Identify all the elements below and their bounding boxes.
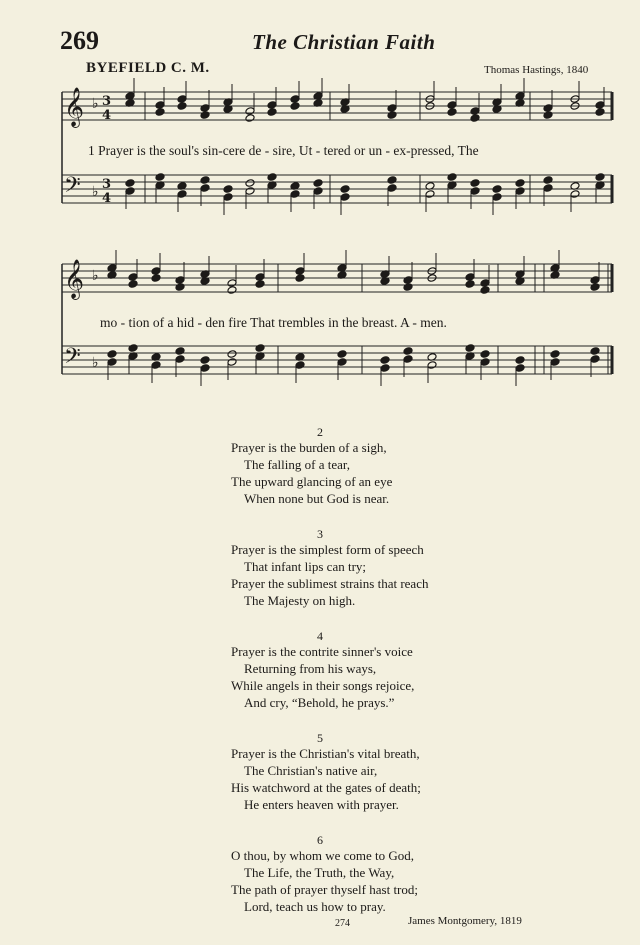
note-head — [492, 185, 502, 194]
lyrics-line-2: mo - tion of a hid - den fire That trembles in the breast. A - men. — [100, 315, 447, 330]
verse-number: 3 — [317, 527, 323, 541]
treble-clef: 𝄞 — [64, 87, 85, 127]
note-head — [125, 187, 135, 196]
note-head — [590, 347, 600, 356]
verse-line: The Life, the Truth, the Way, — [244, 865, 395, 880]
section-title: The Christian Faith — [252, 30, 436, 54]
note-head — [480, 279, 490, 288]
note-head — [387, 176, 397, 185]
note-head — [177, 190, 187, 199]
note-head — [480, 358, 490, 367]
note-head — [590, 276, 600, 285]
note-head — [403, 283, 413, 292]
verse-line: The Christian's native air, — [244, 763, 378, 778]
note-head — [515, 187, 525, 196]
note-head — [295, 274, 305, 283]
verse-line: His watchword at the gates of death; — [231, 780, 421, 795]
note-head — [340, 185, 350, 194]
note-head — [470, 187, 480, 196]
note-head — [151, 361, 161, 370]
time-sig-top: 3 — [102, 94, 112, 109]
verse-line: The Majesty on high. — [244, 593, 356, 608]
note-head — [200, 176, 210, 185]
note-head — [175, 347, 185, 356]
note-head — [515, 179, 525, 188]
note-head — [380, 364, 390, 373]
note-head — [543, 104, 553, 113]
key-flat: ♭ — [92, 184, 99, 200]
lyrics-line-1: 1 Prayer is the soul's sin-cere de - sire, Ut - tered or un - ex-pressed, The — [88, 143, 479, 158]
note-head — [403, 355, 413, 364]
verse-text — [231, 643, 414, 711]
verse-line: Prayer is the simplest form of speech — [231, 542, 424, 557]
note-head — [387, 184, 397, 193]
note-head — [175, 283, 185, 292]
time-sig-bottom: 4 — [102, 191, 112, 206]
note-head — [125, 179, 135, 188]
note-head — [337, 358, 347, 367]
verse-number: 6 — [317, 833, 323, 847]
note-head — [245, 114, 255, 123]
note-head — [255, 344, 265, 353]
verse-text — [231, 847, 418, 915]
verse-number: 4 — [317, 629, 323, 643]
note-head — [227, 286, 237, 295]
note-head — [570, 190, 580, 199]
note-head — [425, 190, 435, 199]
note-head — [403, 276, 413, 285]
note-head — [290, 102, 300, 111]
note-head — [290, 190, 300, 199]
note-head — [595, 101, 605, 110]
music-score — [0, 0, 640, 400]
note-head — [380, 356, 390, 365]
verse-line: Lord, teach us how to pray. — [244, 899, 386, 914]
note-head — [200, 364, 210, 373]
note-head — [543, 111, 553, 120]
verse-line: Prayer is the burden of a sigh, — [231, 440, 387, 455]
note-head — [387, 104, 397, 113]
note-head — [267, 173, 277, 182]
note-head — [255, 280, 265, 289]
note-head — [595, 173, 605, 182]
note-head — [175, 355, 185, 364]
note-head — [200, 104, 210, 113]
verse-line: Prayer is the Christian's vital breath, — [231, 746, 420, 761]
note-head — [223, 193, 233, 202]
note-head — [223, 185, 233, 194]
bass-clef: 𝄢 — [64, 344, 81, 374]
time-sig-top: 3 — [102, 177, 112, 192]
note-head — [177, 102, 187, 111]
note-head — [480, 350, 490, 359]
note-head — [590, 355, 600, 364]
note-head — [492, 193, 502, 202]
note-head — [245, 187, 255, 196]
note-head — [155, 101, 165, 110]
verse-line: Returning from his ways, — [244, 661, 377, 676]
note-head — [550, 350, 560, 359]
note-head — [175, 276, 185, 285]
verse-line: When none but God is near. — [244, 491, 390, 506]
note-head — [515, 356, 525, 365]
note-head — [590, 283, 600, 292]
verse-text — [231, 439, 392, 507]
note-head — [543, 176, 553, 185]
time-sig-bottom: 4 — [102, 108, 112, 123]
note-head — [447, 101, 457, 110]
note-head — [155, 108, 165, 117]
note-head — [465, 273, 475, 282]
verse-line: The upward glancing of an eye — [231, 474, 393, 489]
note-head — [107, 350, 117, 359]
note-head — [470, 114, 480, 123]
note-head — [245, 179, 255, 188]
note-head — [337, 350, 347, 359]
note-head — [227, 279, 237, 288]
verse-text — [231, 541, 428, 609]
note-head — [447, 108, 457, 117]
note-head — [515, 364, 525, 373]
note-head — [290, 95, 300, 104]
note-head — [151, 267, 161, 276]
note-head — [177, 95, 187, 104]
tune-name: BYEFIELD C. M. — [86, 60, 210, 76]
note-head — [427, 361, 437, 370]
verse-line: O thou, by whom we come to God, — [231, 848, 415, 863]
composer-credit: Thomas Hastings, 1840 — [484, 64, 589, 76]
note-head — [470, 179, 480, 188]
verse-line: Prayer is the contrite sinner's voice — [231, 644, 413, 659]
note-head — [200, 111, 210, 120]
note-head — [245, 107, 255, 116]
note-head — [595, 108, 605, 117]
verse-line: And cry, “Behold, he prays.” — [244, 695, 395, 710]
note-head — [340, 193, 350, 202]
key-flat: ♭ — [92, 268, 99, 284]
note-head — [128, 344, 138, 353]
note-head — [151, 274, 161, 283]
note-head — [267, 101, 277, 110]
note-head — [313, 179, 323, 188]
note-head — [227, 358, 237, 367]
note-head — [543, 184, 553, 193]
verse-line: He enters heaven with prayer. — [244, 797, 399, 812]
verse-number: 2 — [317, 425, 323, 439]
note-head — [387, 111, 397, 120]
key-flat: ♭ — [92, 355, 99, 371]
key-flat: ♭ — [92, 96, 99, 112]
note-head — [465, 280, 475, 289]
note-head — [107, 358, 117, 367]
note-head — [470, 107, 480, 116]
note-head — [200, 184, 210, 193]
note-head — [295, 267, 305, 276]
note-head — [403, 347, 413, 356]
bass-clef: 𝄢 — [64, 173, 81, 203]
note-head — [200, 356, 210, 365]
author-credit: James Montgomery, 1819 — [408, 915, 522, 927]
verse-text — [231, 745, 421, 813]
note-head — [480, 286, 490, 295]
note-head — [465, 344, 475, 353]
verse-line: That infant lips can try; — [244, 559, 367, 574]
note-head — [267, 108, 277, 117]
page-number: 274 — [335, 918, 350, 929]
note-head — [128, 273, 138, 282]
note-head — [447, 173, 457, 182]
verse-number: 5 — [317, 731, 323, 745]
verse-line: The falling of a tear, — [244, 457, 350, 472]
verse-line: Prayer the sublimest strains that reach — [231, 576, 429, 591]
note-head — [313, 187, 323, 196]
verse-line: While angels in their songs rejoice, — [231, 678, 415, 693]
verse-line: The path of prayer thyself hast trod; — [231, 882, 418, 897]
note-head — [155, 173, 165, 182]
hymn-number: 269 — [60, 26, 99, 55]
note-head — [295, 361, 305, 370]
note-head — [255, 273, 265, 282]
note-head — [550, 358, 560, 367]
note-head — [128, 280, 138, 289]
note-head — [227, 350, 237, 359]
treble-clef: 𝄞 — [64, 259, 85, 299]
